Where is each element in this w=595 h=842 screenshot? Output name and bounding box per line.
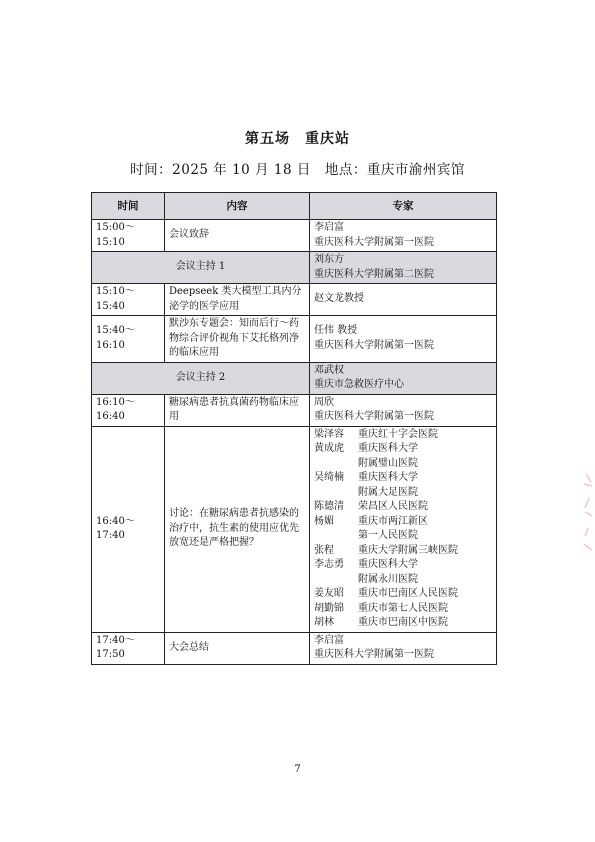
session-time: 15:40～16:10 xyxy=(92,316,165,363)
header-content: 内容 xyxy=(165,193,310,220)
panelist xyxy=(314,500,492,515)
session-content: 糖尿病患者抗真菌药物临床应用 xyxy=(165,394,310,426)
session-expert xyxy=(310,394,497,426)
event-time-location: 时间：2025 年 10 月 18 日 地点：重庆市渝州宾馆 xyxy=(130,162,465,178)
session-content: Deepseek 类大模型工具内分泌学的医学应用 xyxy=(165,284,310,316)
session-expert xyxy=(310,316,497,363)
session-content: 讨论：在糖尿病患者抗感染的治疗中，抗生素的使用应优先放宽还是严格把握？ xyxy=(165,426,310,632)
session-content: 会议致辞 xyxy=(165,220,310,252)
session-time: 17:40～17:50 xyxy=(92,632,165,664)
panelist-affiliation: 重庆红十字会医院 xyxy=(358,428,438,440)
expert-affiliation: 重庆市急救医疗中心 xyxy=(314,379,404,390)
header-expert: 专家 xyxy=(310,193,497,220)
panelist-affiliation: 荣昌区人民医院 xyxy=(358,501,428,512)
panelist-affiliation: 重庆大学附属三峡医院 xyxy=(358,544,458,556)
expert-name: 刘东方 xyxy=(314,254,344,265)
table-row xyxy=(92,394,497,426)
panelist-name: 胡林 xyxy=(314,617,334,628)
panelist-name: 吴绮楠 xyxy=(314,472,344,483)
panelist-affiliation: 重庆市第七人民医院 xyxy=(358,602,448,614)
panelist-affiliation: 重庆医科大学 xyxy=(358,472,418,483)
panelist-affiliation: 重庆市巴南区中医院 xyxy=(358,617,448,628)
panel-experts xyxy=(310,426,497,632)
red-seal-fragment xyxy=(580,468,595,568)
expert-affiliation: 重庆医科大学附属第一医院 xyxy=(314,339,434,351)
table-row xyxy=(92,632,497,664)
panelist-name: 胡勤锦 xyxy=(314,602,344,614)
seal-mark-icon xyxy=(580,468,595,568)
panelist-name: 陈德清 xyxy=(314,501,344,512)
session-time: 16:40～17:40 xyxy=(92,426,165,632)
host-row xyxy=(92,362,497,394)
host-label: 会议主持 2 xyxy=(92,362,310,394)
session-expert xyxy=(310,632,497,664)
host-expert xyxy=(310,252,497,284)
panelist-affiliation: 附属永川医院 xyxy=(358,573,418,585)
schedule-table xyxy=(91,192,497,665)
panelist xyxy=(314,544,492,559)
panelist-affiliation: 附属璧山医院 xyxy=(358,457,418,469)
panelist-affiliation: 重庆市两江新区 xyxy=(358,515,428,527)
panelist xyxy=(314,602,492,617)
panelist-continued xyxy=(314,529,492,544)
panelist-affiliation: 重庆市巴南区人民医院 xyxy=(358,588,458,599)
session-expert xyxy=(310,284,497,316)
panelist-affiliation: 重庆医科大学 xyxy=(358,559,418,570)
panelist-affiliation: 附属大足医院 xyxy=(358,486,418,498)
panelist xyxy=(314,587,492,602)
table-header-row xyxy=(92,193,497,220)
panelist-name: 李志勇 xyxy=(314,559,344,570)
table-row xyxy=(92,426,497,632)
panelist-continued xyxy=(314,573,492,588)
panelist-affiliation: 第一人民医院 xyxy=(358,530,418,541)
page-title: 第五场 重庆站 xyxy=(245,131,350,147)
host-label: 会议主持 1 xyxy=(92,252,310,284)
session-content: 默沙东专题会：知而后行～药物综合评价视角下艾托格列净的临床应用 xyxy=(165,316,310,363)
panelist xyxy=(314,442,492,457)
expert-name: 周欣 xyxy=(314,396,334,408)
session-time: 15:10～15:40 xyxy=(92,284,165,316)
expert-name: 任伟 教授 xyxy=(314,325,358,337)
panelist-name: 姜友昭 xyxy=(314,588,344,599)
expert-affiliation: 重庆医科大学附属第一医院 xyxy=(314,649,434,660)
host-expert xyxy=(310,362,497,394)
host-row xyxy=(92,252,497,284)
header-time: 时间 xyxy=(92,193,165,220)
table-row xyxy=(92,316,497,363)
session-time: 16:10～16:40 xyxy=(92,394,165,426)
panelist-name: 杨媚 xyxy=(314,515,334,527)
panelist-affiliation: 重庆医科大学 xyxy=(358,443,418,454)
expert-affiliation: 重庆医科大学附属第一医院 xyxy=(314,236,434,248)
panelist xyxy=(314,428,492,443)
panelist xyxy=(314,616,492,631)
panelist-continued xyxy=(314,486,492,501)
panelist-continued xyxy=(314,457,492,472)
expert-name: 李启富 xyxy=(314,634,344,646)
expert-name: 邓武权 xyxy=(314,364,344,376)
table-row xyxy=(92,220,497,252)
expert-name: 赵文龙教授 xyxy=(314,293,364,305)
expert-name: 李启富 xyxy=(314,222,344,233)
panelist-name: 张程 xyxy=(314,544,334,556)
panelist xyxy=(314,471,492,486)
session-time: 15:00～15:10 xyxy=(92,220,165,252)
panelist xyxy=(314,558,492,573)
page-number: 7 xyxy=(294,764,301,775)
table-row xyxy=(92,284,497,316)
expert-affiliation: 重庆医科大学附属第一医院 xyxy=(314,411,434,422)
panelist-name: 黄成虎 xyxy=(314,443,344,454)
panelist-name: 梁泽容 xyxy=(314,428,344,440)
expert-affiliation: 重庆医科大学附属第二医院 xyxy=(314,268,434,280)
panelist xyxy=(314,515,492,530)
session-expert xyxy=(310,220,497,252)
session-content: 大会总结 xyxy=(165,632,310,664)
